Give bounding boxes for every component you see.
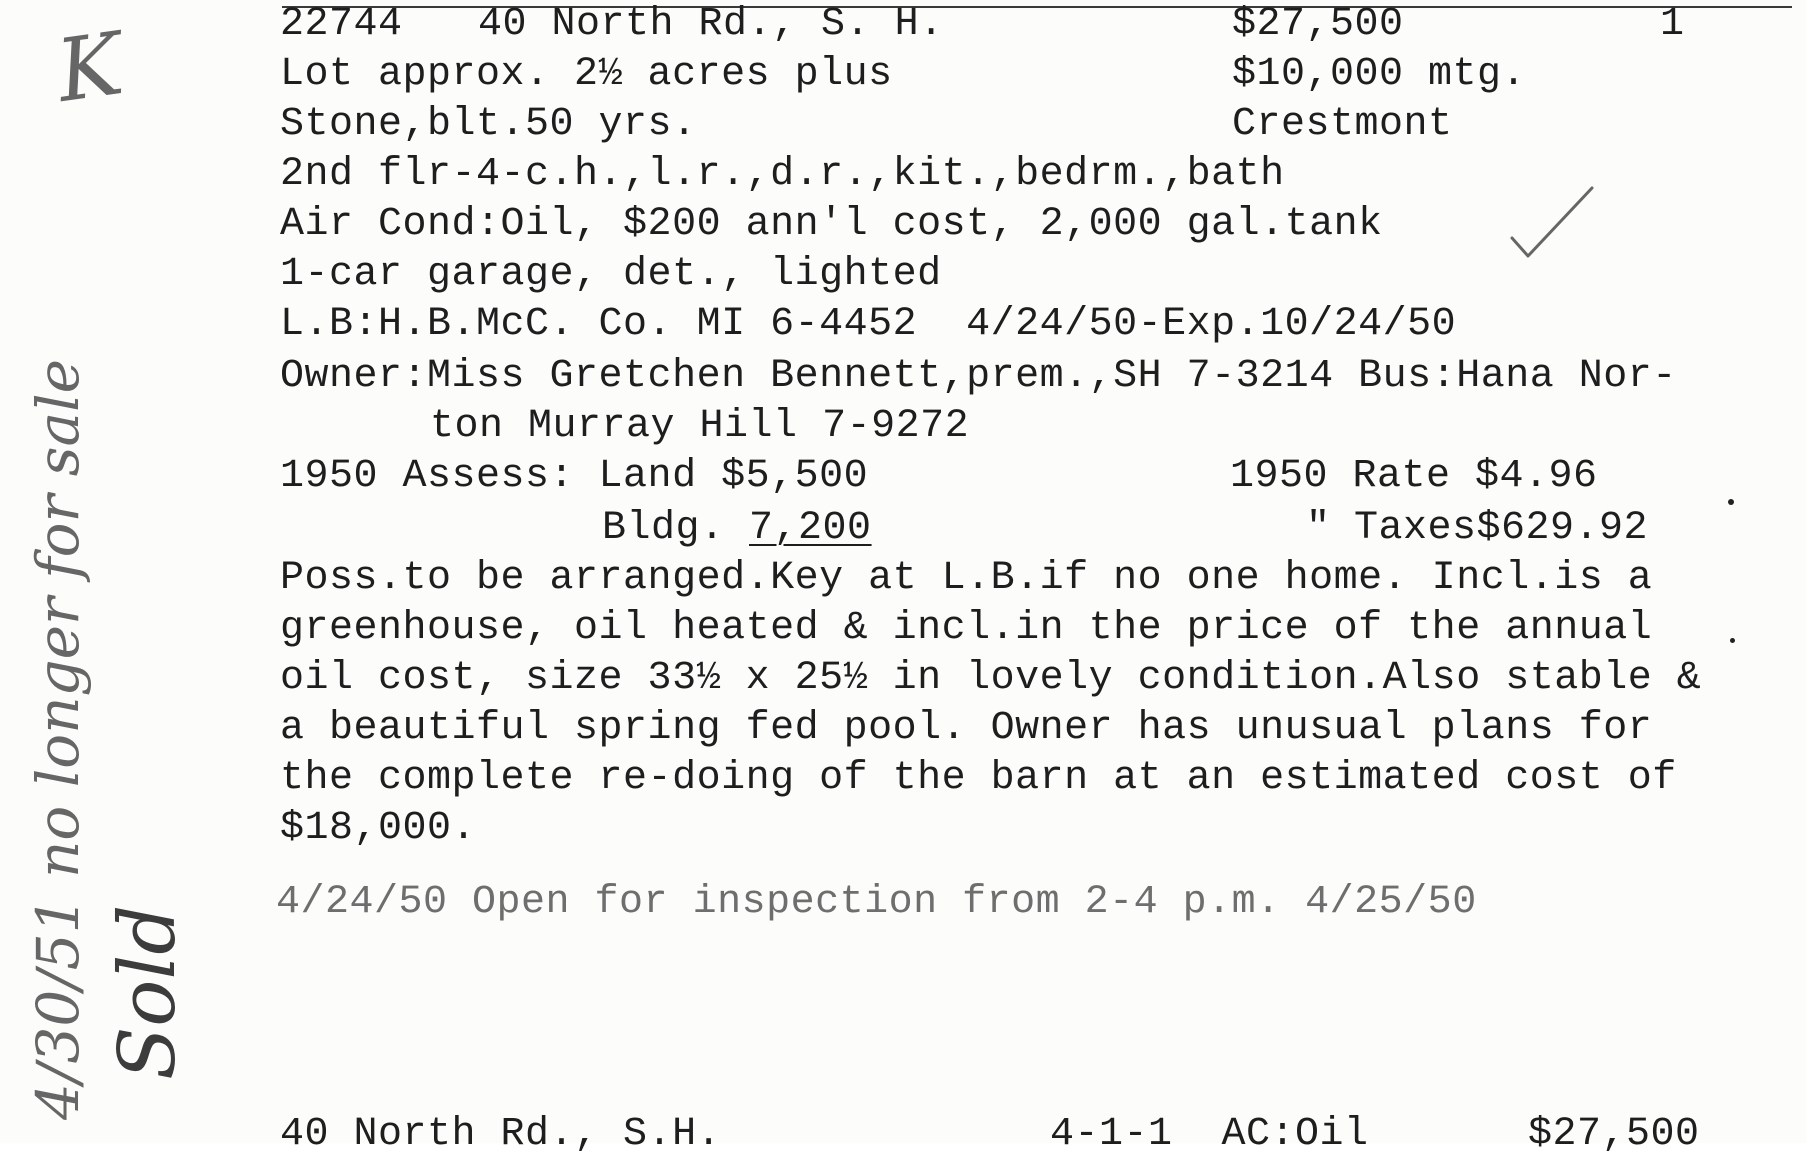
tax-rate: 1950 Rate $4.96	[1230, 454, 1598, 499]
handwritten-margin-note: 4/30/51 no longer for sale	[24, 359, 92, 1120]
remarks-line-3: oil cost, size 33½ x 25½ in lovely condition.Also stable &	[280, 656, 1702, 701]
assessment-building-value: 7,200	[749, 506, 872, 551]
handwritten-sold: Sold	[103, 904, 193, 1080]
listing-broker-line: L.B:H.B.McC. Co. MI 6-4452 4/24/50-Exp.10/24/50	[280, 302, 1457, 347]
remarks-line-4: a beautiful spring fed pool. Owner has unusual plans for	[280, 706, 1653, 751]
footer-address: 40 North Rd., S.H.	[280, 1112, 722, 1157]
speck	[1730, 638, 1735, 643]
owner-line-2: ton Murray Hill 7-9272	[430, 404, 970, 449]
construction: Stone,blt.50 yrs.	[280, 102, 697, 147]
price: $27,500	[1232, 2, 1404, 47]
assessment-building-label: Bldg.	[602, 506, 750, 551]
neighborhood: Crestmont	[1232, 102, 1453, 147]
address: 40 North Rd., S. H.	[478, 2, 944, 47]
footer-price: $27,500	[1528, 1112, 1700, 1157]
lot-size: Lot approx. 2½ acres plus	[280, 52, 893, 97]
remarks-line-2: greenhouse, oil heated & incl.in the price of the annual	[280, 606, 1653, 651]
heating-line: Air Cond:Oil, $200 ann'l cost, 2,000 gal.tank	[280, 202, 1383, 247]
owner-line-1: Owner:Miss Gretchen Bennett,prem.,SH 7-3214 Bus:Hana Nor-	[280, 354, 1677, 399]
handwritten-letter: K	[51, 14, 129, 123]
footer-rooms: 4-1-1 AC:Oil	[1050, 1112, 1369, 1157]
mortgage: $10,000 mtg.	[1232, 52, 1527, 97]
remarks-line-1: Poss.to be arranged.Key at L.B.if no one home. Incl.is a	[280, 556, 1653, 601]
speck	[1728, 499, 1734, 505]
rooms-line: 2nd flr-4-c.h.,l.r.,d.r.,kit.,bedrm.,bath	[280, 152, 1285, 197]
ditto-mark: "	[1306, 506, 1331, 551]
page-number: 1	[1660, 2, 1685, 47]
remarks-line-5: the complete re-doing of the barn at an estimated cost of	[280, 756, 1677, 801]
taxes: Taxes$629.92	[1354, 506, 1649, 551]
garage-line: 1-car garage, det., lighted	[280, 252, 942, 297]
remarks-line-6: $18,000.	[280, 806, 477, 851]
listing-number: 22744	[280, 2, 403, 47]
assessment-land: 1950 Assess: Land $5,500	[280, 454, 869, 499]
open-house-note: 4/24/50 Open for inspection from 2-4 p.m. 4/25/50	[276, 880, 1477, 925]
